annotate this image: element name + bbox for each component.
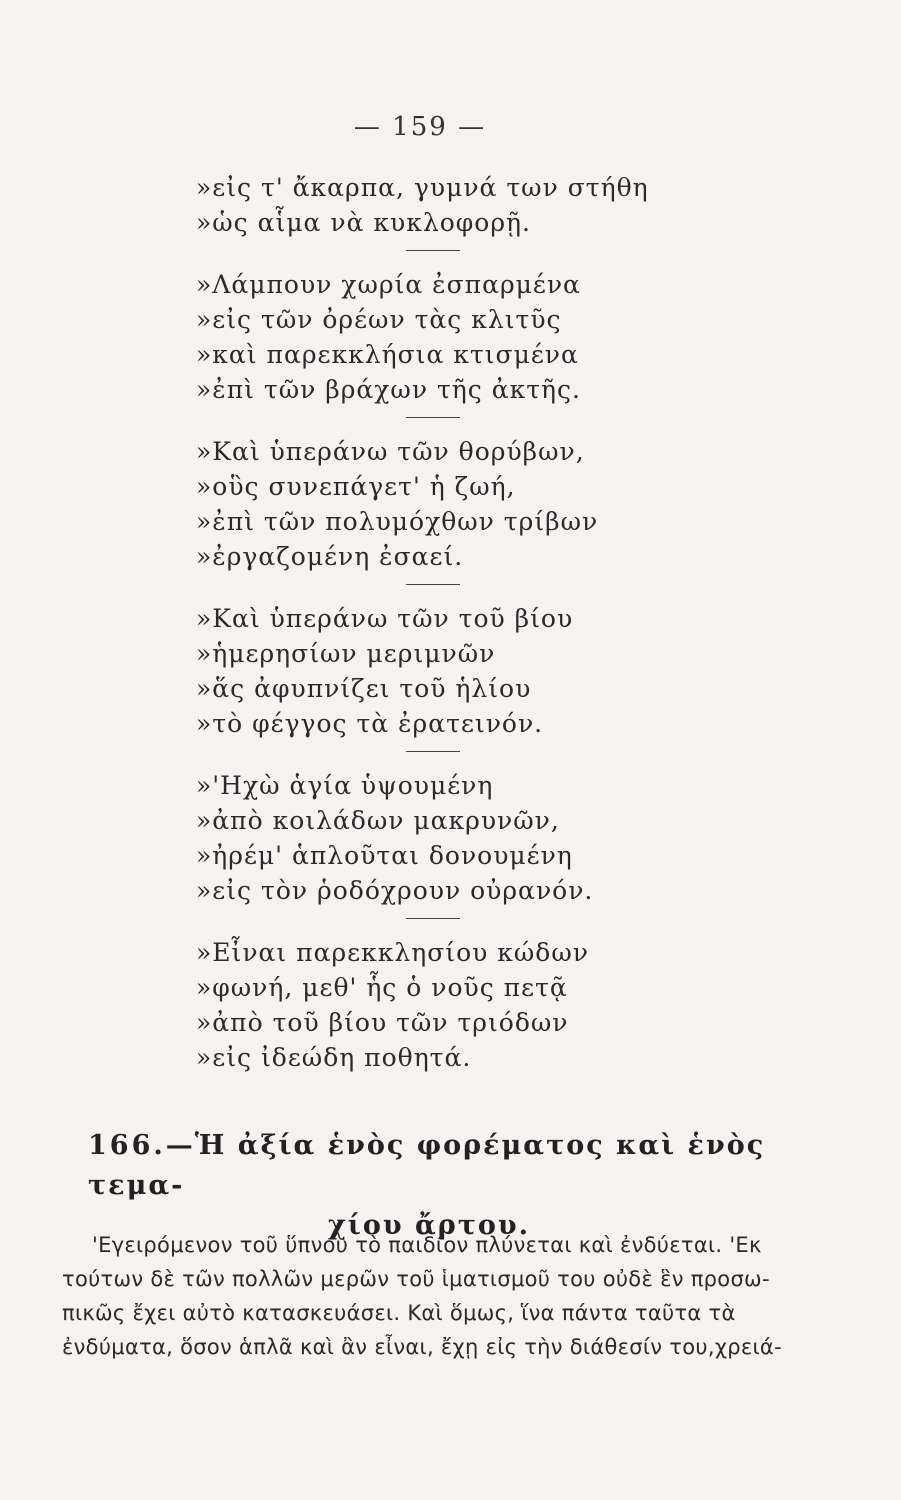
poem-line: »'Ηχὼ ἁγία ὑψουμένη <box>196 771 494 800</box>
stanza-separator <box>406 417 460 418</box>
stanza-3 <box>196 434 756 574</box>
poem-line: »Καὶ ὑπεράνω τῶν τοῦ βίου <box>196 604 574 633</box>
stanza-2 <box>196 267 756 407</box>
poem-line: »ἐπὶ τῶν βράχων τῆς ἀκτῆς. <box>196 375 581 404</box>
stanza-1 <box>196 170 756 240</box>
poem-line: »ἐπὶ τῶν πολυμόχθων τρίβων <box>196 507 599 536</box>
poem-line: »Καὶ ὑπεράνω τῶν θορύβων, <box>196 437 585 466</box>
poem-line: »ἐργαζομένη ἐσαεί. <box>196 542 464 571</box>
poem-line: »οὓς συνεπάγετ' ἡ ζωή, <box>196 472 516 501</box>
poem-line: »εἰς τ' ἄκαρπα, γυμνά των στήθη <box>196 173 649 202</box>
stanza-5 <box>196 768 756 908</box>
poem-line: »εἰς τὸν ῥοδόχρουν οὐρανόν. <box>196 876 594 905</box>
prose-line: πικῶς ἔχει αὐτὸ κατασκευάσει. Καὶ ὅμως, ἵνα πάντα ταῦτα τὰ <box>62 1301 736 1325</box>
poem-line: »Λάμπουν χωρία ἐσπαρμένα <box>196 270 581 299</box>
poem-line: »ἡμερησίων μεριμνῶν <box>196 639 496 668</box>
poem-line: »ἀπὸ τοῦ βίου τῶν τριόδων <box>196 1008 569 1037</box>
page-number: — 159 — <box>353 112 487 142</box>
poem-line: »εἰς τῶν ὀρέων τὰς κλιτῦς <box>196 305 562 334</box>
poem-line: »καὶ παρεκκλήσια κτισμένα <box>196 340 579 369</box>
stanza-6 <box>196 935 756 1075</box>
poem-line: »φωνή, μεθ' ἧς ὁ νοῦς πετᾷ <box>196 973 568 1002</box>
poem-line: »ἠρέμ' ἁπλοῦται δονουμένη <box>196 841 573 870</box>
stanza-separator <box>406 584 460 585</box>
poem-line: »τὸ φέγγος τὰ ἐρατεινόν. <box>196 709 544 738</box>
poem-line: »ἅς ἀφυπνίζει τοῦ ἡλίου <box>196 674 532 703</box>
section-title-line-1: —Ἡ ἀξία ἑνὸς φορέματος καὶ ἑνὸς τεμα- <box>88 1130 766 1201</box>
stanza-separator <box>406 751 460 752</box>
poem-line: »ὡς αἷμα νὰ κυκλοφορῇ. <box>196 208 531 237</box>
prose-line: 'Εγειρόμενον τοῦ ὕπνου τὸ παιδίον πλύνεται καὶ ἐνδύεται. 'Εκ <box>92 1233 762 1257</box>
stanza-4 <box>196 601 756 741</box>
poem-line: »εἰς ἰδεώδη ποθητά. <box>196 1043 472 1072</box>
stanza-separator <box>406 918 460 919</box>
section-title-line-2: χίου ἄρτου. <box>328 1210 531 1241</box>
prose-line: τούτων δὲ τῶν πολλῶν μερῶν τοῦ ἱματισμοῦ του οὐδὲ ἓν προσω- <box>62 1267 770 1291</box>
poem <box>196 170 756 1075</box>
prose-line: ἐνδύματα, ὅσον ἁπλᾶ καὶ ἂν εἶναι, ἔχῃ εἰς τὴν διάθεσίν του,χρειά- <box>62 1335 782 1359</box>
stanza-separator <box>406 250 460 251</box>
poem-line: »ἀπὸ κοιλάδων μακρυνῶν, <box>196 806 560 835</box>
section-number: 166. <box>88 1130 166 1161</box>
poem-line: »Εἶναι παρεκκλησίου κώδων <box>196 938 589 967</box>
prose-paragraph <box>62 1228 832 1364</box>
